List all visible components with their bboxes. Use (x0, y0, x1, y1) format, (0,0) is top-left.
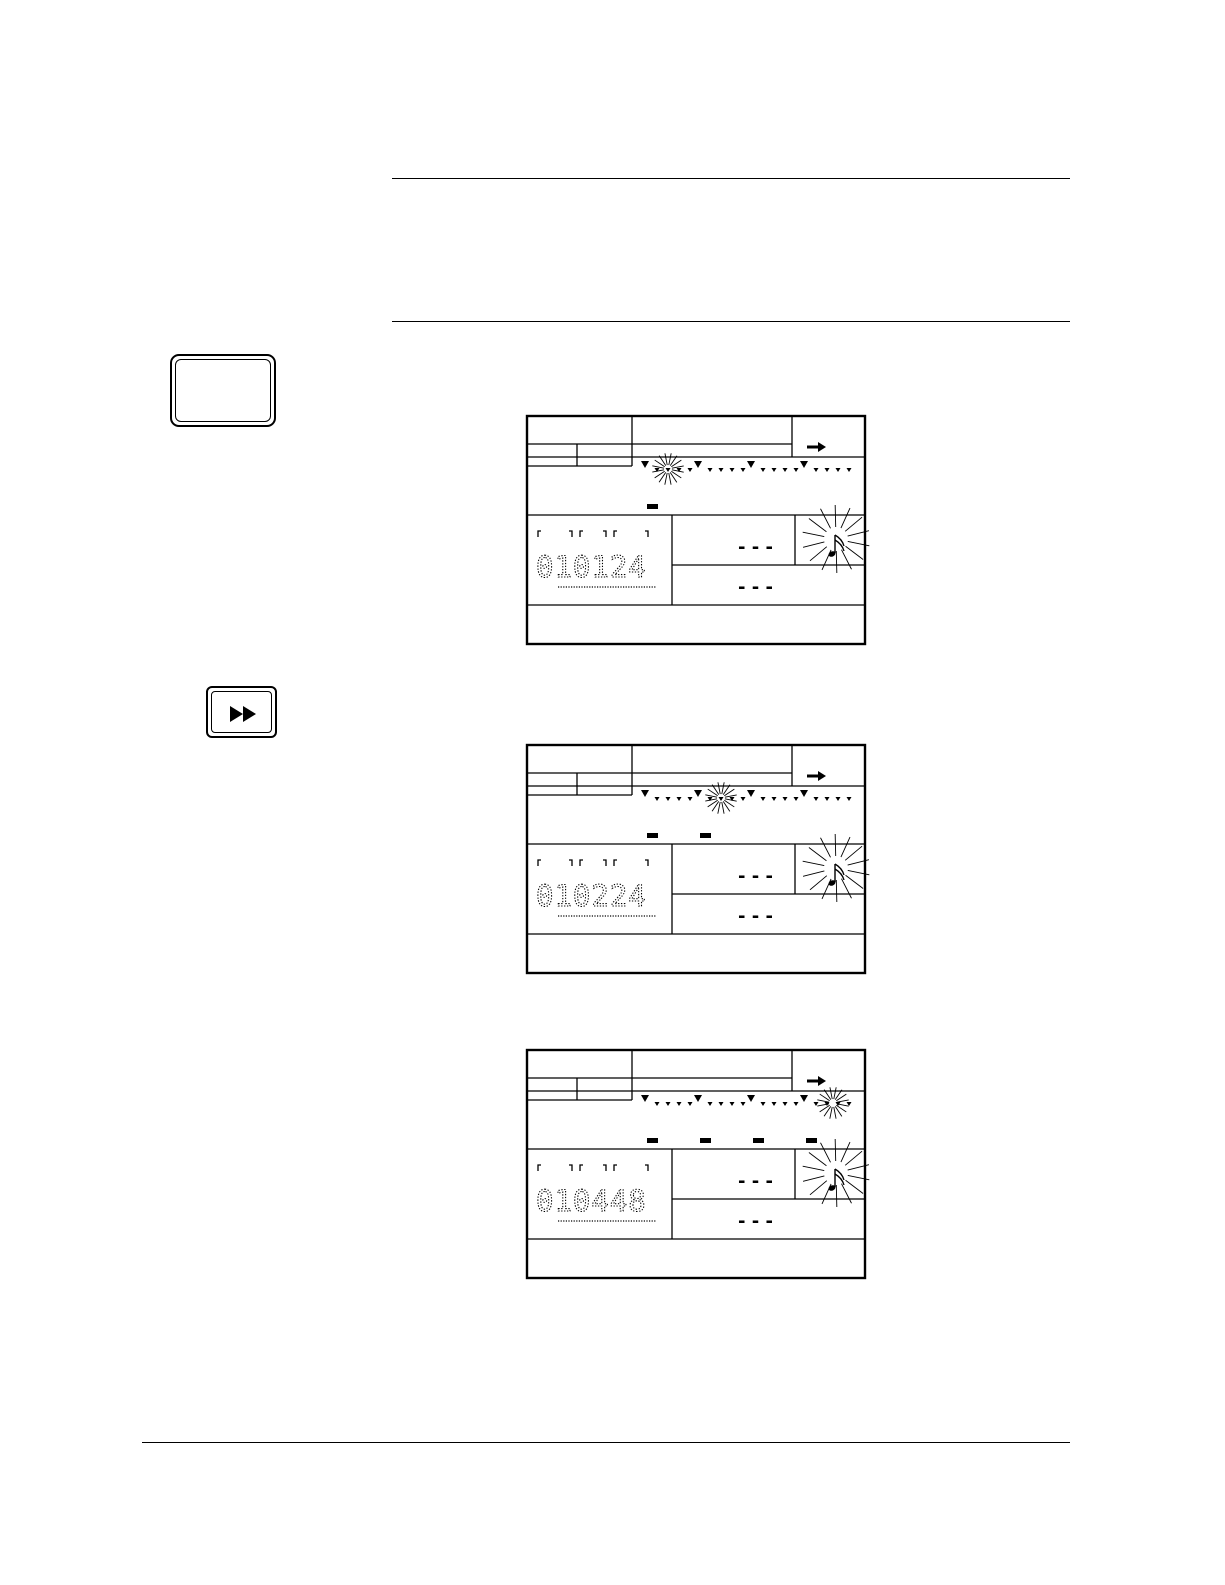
position-counter: 010448 (536, 1184, 647, 1218)
subbeat-marker-icon (761, 468, 766, 472)
subbeat-marker-icon (772, 797, 777, 801)
footer-rule (142, 1442, 1070, 1443)
flash-burst-icon (817, 1087, 848, 1118)
subbeat-marker-icon (666, 468, 671, 472)
beat-marker-icon (747, 461, 755, 468)
subbeat-marker-icon (847, 468, 852, 472)
subbeat-marker-icon (825, 797, 830, 801)
value-upper-dashes: - - - (738, 866, 773, 887)
beat-position-mark (647, 504, 658, 509)
subbeat-marker-icon (719, 797, 724, 801)
lcd-frame (527, 745, 865, 973)
sixteenth-note-icon (828, 1169, 844, 1192)
lcd-display-2 (526, 744, 866, 974)
value-upper-dashes: - - - (738, 1171, 773, 1192)
blank-key-button[interactable] (170, 354, 276, 427)
subbeat-marker-icon (836, 468, 841, 472)
subbeat-marker-icon (719, 468, 724, 472)
position-counter: 010124 (536, 550, 647, 584)
subbeat-marker-icon (741, 468, 746, 472)
subbeat-marker-icon (655, 797, 660, 801)
beat-marker-icon (800, 461, 808, 468)
beat-marker-icon (694, 790, 702, 797)
subbeat-marker-icon (825, 468, 830, 472)
subbeat-marker-icon (836, 797, 841, 801)
beat-marker-icon (641, 1095, 649, 1102)
lcd-frame (527, 1050, 865, 1278)
subbeat-marker-icon (794, 1102, 799, 1106)
subbeat-marker-icon (688, 468, 693, 472)
lcd-frame (527, 416, 865, 644)
fast-forward-icon (208, 688, 279, 740)
beat-position-mark (806, 1138, 817, 1143)
beat-marker-icon (641, 790, 649, 797)
subbeat-marker-icon (741, 797, 746, 801)
beat-position-mark (753, 1138, 764, 1143)
subbeat-marker-icon (783, 797, 788, 801)
subbeat-marker-icon (719, 1102, 724, 1106)
lcd-screen (526, 744, 866, 974)
right-arrow-icon (807, 1076, 826, 1086)
beat-marker-icon (800, 1095, 808, 1102)
beat-marker-icon (641, 461, 649, 468)
beat-position-mark (647, 833, 658, 838)
sixteenth-note-icon (828, 535, 844, 558)
right-arrow-icon (807, 442, 826, 452)
beat-position-mark (647, 1138, 658, 1143)
subbeat-marker-icon (814, 468, 819, 472)
counter-brackets (538, 1165, 648, 1171)
beat-position-mark (700, 1138, 711, 1143)
subbeat-marker-icon (814, 1102, 819, 1106)
lcd-display-3 (526, 1049, 866, 1279)
beat-marker-icon (694, 1095, 702, 1102)
subbeat-marker-icon (708, 1102, 713, 1106)
header-rule-top (392, 178, 1070, 179)
subbeat-marker-icon (794, 797, 799, 801)
subbeat-marker-icon (688, 797, 693, 801)
subbeat-marker-icon (847, 1102, 852, 1106)
beat-ruler (641, 790, 852, 801)
subbeat-marker-icon (666, 797, 671, 801)
header-rule-bottom (392, 321, 1070, 322)
value-upper-dashes: - - - (738, 537, 773, 558)
subbeat-marker-icon (814, 797, 819, 801)
beat-marker-icon (694, 461, 702, 468)
sixteenth-note-icon (828, 864, 844, 887)
subbeat-marker-icon (772, 1102, 777, 1106)
counter-brackets (538, 860, 648, 866)
subbeat-marker-icon (847, 797, 852, 801)
right-arrow-icon (807, 771, 826, 781)
value-lower-dashes: - - - (738, 577, 773, 598)
beat-marker-icon (747, 790, 755, 797)
lcd-screen (526, 1049, 866, 1279)
beat-marker-icon (800, 790, 808, 797)
position-counter: 010224 (536, 879, 647, 913)
subbeat-marker-icon (783, 468, 788, 472)
subbeat-marker-icon (741, 1102, 746, 1106)
subbeat-marker-icon (708, 468, 713, 472)
beat-position-mark (700, 833, 711, 838)
subbeat-marker-icon (677, 797, 682, 801)
value-lower-dashes: - - - (738, 1211, 773, 1232)
subbeat-marker-icon (761, 797, 766, 801)
subbeat-marker-icon (677, 1102, 682, 1106)
subbeat-marker-icon (783, 1102, 788, 1106)
subbeat-marker-icon (666, 1102, 671, 1106)
subbeat-marker-icon (794, 468, 799, 472)
subbeat-marker-icon (730, 1102, 735, 1106)
lcd-display-1 (526, 415, 866, 645)
counter-brackets (538, 531, 648, 537)
fast-forward-button[interactable] (206, 686, 277, 738)
subbeat-marker-icon (761, 1102, 766, 1106)
lcd-screen (526, 415, 866, 645)
subbeat-marker-icon (655, 1102, 660, 1106)
subbeat-marker-icon (730, 468, 735, 472)
subbeat-marker-icon (688, 1102, 693, 1106)
subbeat-marker-icon (772, 468, 777, 472)
beat-marker-icon (747, 1095, 755, 1102)
value-lower-dashes: - - - (738, 906, 773, 927)
